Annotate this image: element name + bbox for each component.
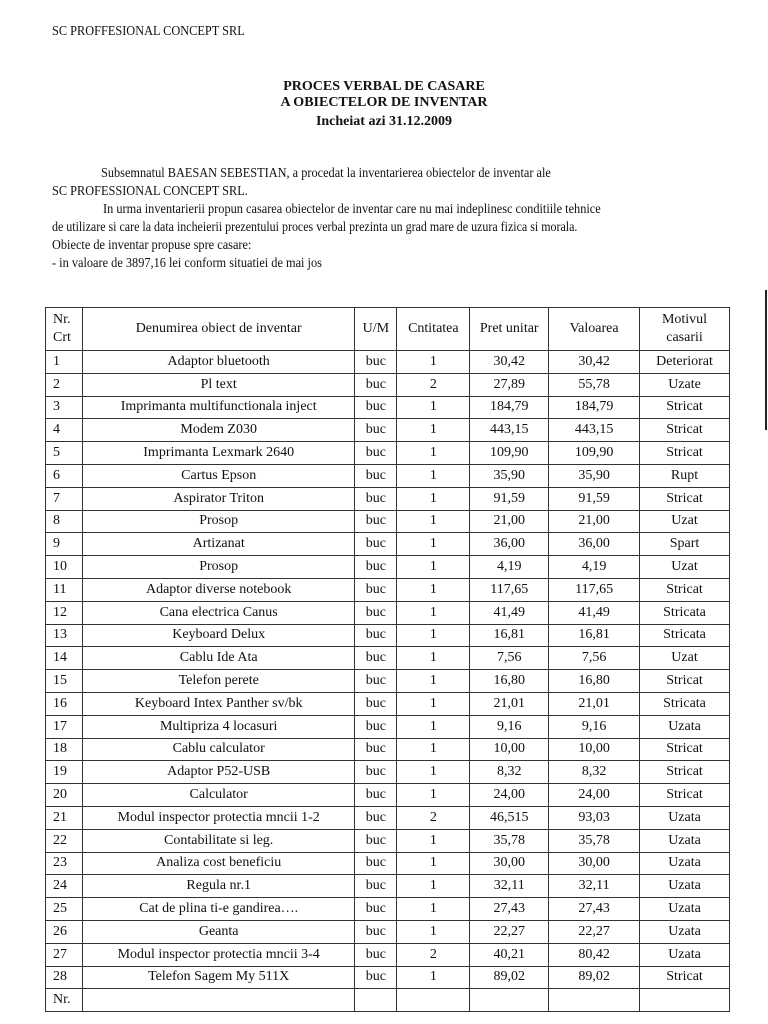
table-cell: 21	[46, 806, 83, 829]
table-cell: 7,56	[549, 647, 640, 670]
table-cell	[355, 989, 397, 1012]
table-cell: Adaptor diverse notebook	[82, 578, 354, 601]
table-cell: 91,59	[549, 487, 640, 510]
table-row	[46, 989, 730, 1012]
table-cell: 24,00	[470, 784, 549, 807]
table-cell: Prosop	[82, 510, 354, 533]
table-cell: 3	[46, 396, 83, 419]
table-body	[46, 351, 730, 1012]
table-cell: Calculator	[82, 784, 354, 807]
table-cell: 2	[397, 943, 470, 966]
table-cell: Uzata	[640, 943, 730, 966]
table-cell: 443,15	[549, 419, 640, 442]
table-row	[46, 875, 730, 898]
table-cell: buc	[355, 442, 397, 465]
table-row	[46, 647, 730, 670]
table-cell: buc	[355, 920, 397, 943]
table-cell: Multipriza 4 locasuri	[82, 715, 354, 738]
table-cell: Imprimanta multifunctionala inject	[82, 396, 354, 419]
table-row	[46, 784, 730, 807]
document-subtitle: A OBIECTELOR DE INVENTAR	[280, 95, 488, 110]
table-cell: 1	[397, 419, 470, 442]
table-cell: Stricat	[640, 784, 730, 807]
table-cell: 21,01	[470, 692, 549, 715]
table-cell	[82, 989, 354, 1012]
table-cell: Keyboard Intex Panther sv/bk	[82, 692, 354, 715]
table-cell: Uzat	[640, 556, 730, 579]
table-cell: buc	[355, 829, 397, 852]
table-cell: buc	[355, 464, 397, 487]
table-row	[46, 533, 730, 556]
table-cell: 20	[46, 784, 83, 807]
table-cell: Modem Z030	[82, 419, 354, 442]
table-row	[46, 670, 730, 693]
table-cell: 91,59	[470, 487, 549, 510]
table-cell: 184,79	[470, 396, 549, 419]
table-cell: 27,43	[470, 898, 549, 921]
paragraph-line	[52, 256, 359, 272]
table-cell: Uzata	[640, 806, 730, 829]
table-cell: 6	[46, 464, 83, 487]
table-cell: Uzata	[640, 829, 730, 852]
table-cell: Aspirator Triton	[82, 487, 354, 510]
table-cell: buc	[355, 601, 397, 624]
table-cell: Stricat	[640, 738, 730, 761]
table-cell: buc	[355, 578, 397, 601]
paragraph-line	[52, 220, 667, 236]
table-row	[46, 556, 730, 579]
table-cell: 18	[46, 738, 83, 761]
table-cell: 21,00	[470, 510, 549, 533]
table-cell: Cablu calculator	[82, 738, 354, 761]
table-cell	[397, 989, 470, 1012]
table-row	[46, 351, 730, 374]
table-cell: 2	[397, 806, 470, 829]
table-cell: buc	[355, 761, 397, 784]
table-cell: 22	[46, 829, 83, 852]
table-cell: 1	[397, 738, 470, 761]
table-row	[46, 578, 730, 601]
table-cell: 27,43	[549, 898, 640, 921]
table-cell: Deteriorat	[640, 351, 730, 374]
table-cell: 1	[397, 761, 470, 784]
table-cell: 55,78	[549, 373, 640, 396]
paragraph-line	[52, 184, 275, 200]
table-cell: 109,90	[470, 442, 549, 465]
table-cell: 1	[397, 829, 470, 852]
table-cell: Stricata	[640, 601, 730, 624]
table-cell: 7	[46, 487, 83, 510]
table-cell: Uzat	[640, 510, 730, 533]
table-row	[46, 624, 730, 647]
table-cell: 1	[397, 966, 470, 989]
paragraph-text: In urma inventarierii propun casarea obiectelor de inventar care nu mai indeplinesc conditiile tehnice	[103, 202, 601, 217]
table-cell: 1	[397, 784, 470, 807]
table-cell: 1	[397, 578, 470, 601]
table-cell: 10	[46, 556, 83, 579]
table-cell: 89,02	[549, 966, 640, 989]
table-cell: Uzata	[640, 875, 730, 898]
table-cell: 1	[397, 852, 470, 875]
table-cell: Stricat	[640, 487, 730, 510]
table-cell: 117,65	[549, 578, 640, 601]
table-cell: 1	[46, 351, 83, 374]
table-cell: 25	[46, 898, 83, 921]
paragraph-text: de utilizare si care la data incheierii prezentului proces verbal prezinta un grad mare de uzura fizica si morala.	[52, 220, 578, 235]
table-cell: 41,49	[470, 601, 549, 624]
table-cell: 27	[46, 943, 83, 966]
company-name-text: SC PROFFESIONAL CONCEPT SRL	[52, 24, 245, 39]
paragraph-text: SC PROFESSIONAL CONCEPT SRL.	[52, 184, 248, 199]
table-cell: buc	[355, 692, 397, 715]
table-cell: 30,42	[470, 351, 549, 374]
table-cell: 30,42	[549, 351, 640, 374]
table-cell: 5	[46, 442, 83, 465]
table-cell: 40,21	[470, 943, 549, 966]
table-row	[46, 464, 730, 487]
table-cell: 27,89	[470, 373, 549, 396]
table-row	[46, 419, 730, 442]
table-cell: 1	[397, 487, 470, 510]
table-cell: 16,80	[549, 670, 640, 693]
table-cell: 1	[397, 442, 470, 465]
table-cell: 10,00	[470, 738, 549, 761]
table-cell: Modul inspector protectia mncii 1-2	[82, 806, 354, 829]
table-cell: 1	[397, 556, 470, 579]
table-cell	[549, 989, 640, 1012]
table-cell: Stricat	[640, 966, 730, 989]
table-cell: 28	[46, 966, 83, 989]
table-row	[46, 761, 730, 784]
table-cell: Uzata	[640, 898, 730, 921]
table-cell: 16,81	[470, 624, 549, 647]
table-cell: 1	[397, 692, 470, 715]
table-cell: buc	[355, 715, 397, 738]
table-cell: 10,00	[549, 738, 640, 761]
table-cell: 117,65	[470, 578, 549, 601]
table-cell: 26	[46, 920, 83, 943]
table-cell: 1	[397, 396, 470, 419]
table-row	[46, 852, 730, 875]
column-header: U/M	[355, 308, 397, 351]
table-cell: 35,90	[549, 464, 640, 487]
table-cell: buc	[355, 875, 397, 898]
paragraph-text: Obiecte de inventar propuse spre casare:	[52, 238, 252, 253]
table-cell: Adaptor P52-USB	[82, 761, 354, 784]
table-row	[46, 692, 730, 715]
table-cell: Prosop	[82, 556, 354, 579]
table-cell: Regula nr.1	[82, 875, 354, 898]
table-cell: Stricat	[640, 578, 730, 601]
table-row	[46, 373, 730, 396]
paragraph-text: - in valoare de 3897,16 lei conform situatiei de mai jos	[52, 256, 322, 271]
table-row	[46, 510, 730, 533]
table-cell: Pl text	[82, 373, 354, 396]
table-row	[46, 943, 730, 966]
table-row	[46, 806, 730, 829]
table-cell: 21,00	[549, 510, 640, 533]
table-cell: 2	[46, 373, 83, 396]
table-cell: 1	[397, 510, 470, 533]
table-cell: 9,16	[470, 715, 549, 738]
table-cell: 11	[46, 578, 83, 601]
table-row	[46, 396, 730, 419]
table-cell: 1	[397, 351, 470, 374]
table-cell: buc	[355, 396, 397, 419]
table-cell: 21,01	[549, 692, 640, 715]
column-header: Valoarea	[549, 308, 640, 351]
table-cell: 22,27	[549, 920, 640, 943]
table-cell: 15	[46, 670, 83, 693]
table-cell: 32,11	[549, 875, 640, 898]
table-cell: 30,00	[549, 852, 640, 875]
table-cell: Analiza cost beneficiu	[82, 852, 354, 875]
table-cell: Stricata	[640, 692, 730, 715]
table-cell: Rupt	[640, 464, 730, 487]
table-cell: 35,78	[549, 829, 640, 852]
table-cell: buc	[355, 898, 397, 921]
paragraph-line	[103, 202, 669, 218]
table-cell: Modul inspector protectia mncii 3-4	[82, 943, 354, 966]
column-header: Cntitatea	[397, 308, 470, 351]
table-cell: 35,78	[470, 829, 549, 852]
table-cell: 1	[397, 670, 470, 693]
table-cell: Stricata	[640, 624, 730, 647]
table-cell: buc	[355, 738, 397, 761]
table-cell: buc	[355, 943, 397, 966]
table-row	[46, 966, 730, 989]
table-cell: 4,19	[470, 556, 549, 579]
table-cell: 30,00	[470, 852, 549, 875]
table-cell: Adaptor bluetooth	[82, 351, 354, 374]
table-cell: buc	[355, 852, 397, 875]
table-cell: 13	[46, 624, 83, 647]
table-row	[46, 920, 730, 943]
table-cell: Stricat	[640, 442, 730, 465]
table-cell: 16,81	[549, 624, 640, 647]
table-cell: Artizanat	[82, 533, 354, 556]
paragraph-line	[101, 166, 612, 182]
paragraph-line	[52, 238, 279, 254]
table-cell: 1	[397, 464, 470, 487]
table-cell: 89,02	[470, 966, 549, 989]
table-cell: 1	[397, 875, 470, 898]
table-cell: 9,16	[549, 715, 640, 738]
table-cell: 35,90	[470, 464, 549, 487]
table-cell: 8	[46, 510, 83, 533]
table-cell: 80,42	[549, 943, 640, 966]
table-cell: buc	[355, 784, 397, 807]
document-date: Incheiat azi 31.12.2009	[315, 114, 453, 129]
table-cell: Uzata	[640, 920, 730, 943]
table-cell: 24,00	[549, 784, 640, 807]
inventory-table	[45, 307, 730, 1012]
table-cell: buc	[355, 806, 397, 829]
table-cell: Uzat	[640, 647, 730, 670]
table-cell: buc	[355, 966, 397, 989]
company-name	[52, 24, 271, 40]
table-cell: 12	[46, 601, 83, 624]
table-cell: 4	[46, 419, 83, 442]
table-cell: 32,11	[470, 875, 549, 898]
table-cell: buc	[355, 419, 397, 442]
table-cell: Uzata	[640, 852, 730, 875]
table-cell: 22,27	[470, 920, 549, 943]
table-cell: buc	[355, 487, 397, 510]
table-cell: 2	[397, 373, 470, 396]
table-cell: 1	[397, 898, 470, 921]
table-cell: 7,56	[470, 647, 549, 670]
page-edge-line	[765, 290, 767, 430]
column-header: Denumirea obiect de inventar	[82, 308, 354, 351]
table-cell	[640, 989, 730, 1012]
table-cell: buc	[355, 351, 397, 374]
table-row	[46, 738, 730, 761]
table-cell: 23	[46, 852, 83, 875]
table-cell: Cana electrica Canus	[82, 601, 354, 624]
table-row	[46, 898, 730, 921]
table-row	[46, 715, 730, 738]
table-cell: Nr.	[46, 989, 83, 1012]
table-row	[46, 487, 730, 510]
table-cell: 1	[397, 715, 470, 738]
table-cell: buc	[355, 624, 397, 647]
table-cell: 41,49	[549, 601, 640, 624]
table-cell: Imprimanta Lexmark 2640	[82, 442, 354, 465]
column-header: Pret unitar	[470, 308, 549, 351]
table-row	[46, 601, 730, 624]
table-cell: Cat de plina ti-e gandirea….	[82, 898, 354, 921]
table-cell: Stricat	[640, 396, 730, 419]
table-cell: 93,03	[549, 806, 640, 829]
table-cell: 36,00	[470, 533, 549, 556]
table-cell: 8,32	[470, 761, 549, 784]
table-cell: Cablu Ide Ata	[82, 647, 354, 670]
table-cell: 16	[46, 692, 83, 715]
paragraph-text: Subsemnatul BAESAN SEBESTIAN, a procedat la inventarierea obiectelor de inventar ale	[101, 166, 551, 181]
table-cell: buc	[355, 556, 397, 579]
table-cell: Stricat	[640, 419, 730, 442]
table-cell: 443,15	[470, 419, 549, 442]
table-cell: 46,515	[470, 806, 549, 829]
table-cell: buc	[355, 647, 397, 670]
table-cell: Uzate	[640, 373, 730, 396]
table-cell: Stricat	[640, 761, 730, 784]
table-cell: buc	[355, 670, 397, 693]
table-cell: 9	[46, 533, 83, 556]
table-cell: 109,90	[549, 442, 640, 465]
table-cell: 24	[46, 875, 83, 898]
column-header: Motivul casarii	[640, 308, 730, 351]
table-cell: Uzata	[640, 715, 730, 738]
table-cell: 36,00	[549, 533, 640, 556]
table-cell: Stricat	[640, 670, 730, 693]
table-cell: 17	[46, 715, 83, 738]
table-cell: Contabilitate si leg.	[82, 829, 354, 852]
table-cell: 14	[46, 647, 83, 670]
table-cell: Telefon Sagem My 511X	[82, 966, 354, 989]
table-cell: 1	[397, 920, 470, 943]
table-cell: 1	[397, 533, 470, 556]
table-cell: Telefon perete	[82, 670, 354, 693]
table-cell: 1	[397, 647, 470, 670]
table-row	[46, 442, 730, 465]
table-cell: buc	[355, 533, 397, 556]
table-cell: 1	[397, 601, 470, 624]
table-cell: 184,79	[549, 396, 640, 419]
table-row	[46, 829, 730, 852]
table-cell: Geanta	[82, 920, 354, 943]
table-cell: 1	[397, 624, 470, 647]
table-cell: Cartus Epson	[82, 464, 354, 487]
table-cell: buc	[355, 373, 397, 396]
table-cell: 19	[46, 761, 83, 784]
table-cell: 16,80	[470, 670, 549, 693]
column-header: Nr. Crt	[46, 308, 83, 351]
table-cell: Spart	[640, 533, 730, 556]
table-header-row	[46, 308, 730, 351]
table-cell: 4,19	[549, 556, 640, 579]
table-cell: Keyboard Delux	[82, 624, 354, 647]
document-title: PROCES VERBAL DE CASARE	[283, 79, 485, 94]
table-cell: buc	[355, 510, 397, 533]
table-cell	[470, 989, 549, 1012]
table-cell: 8,32	[549, 761, 640, 784]
